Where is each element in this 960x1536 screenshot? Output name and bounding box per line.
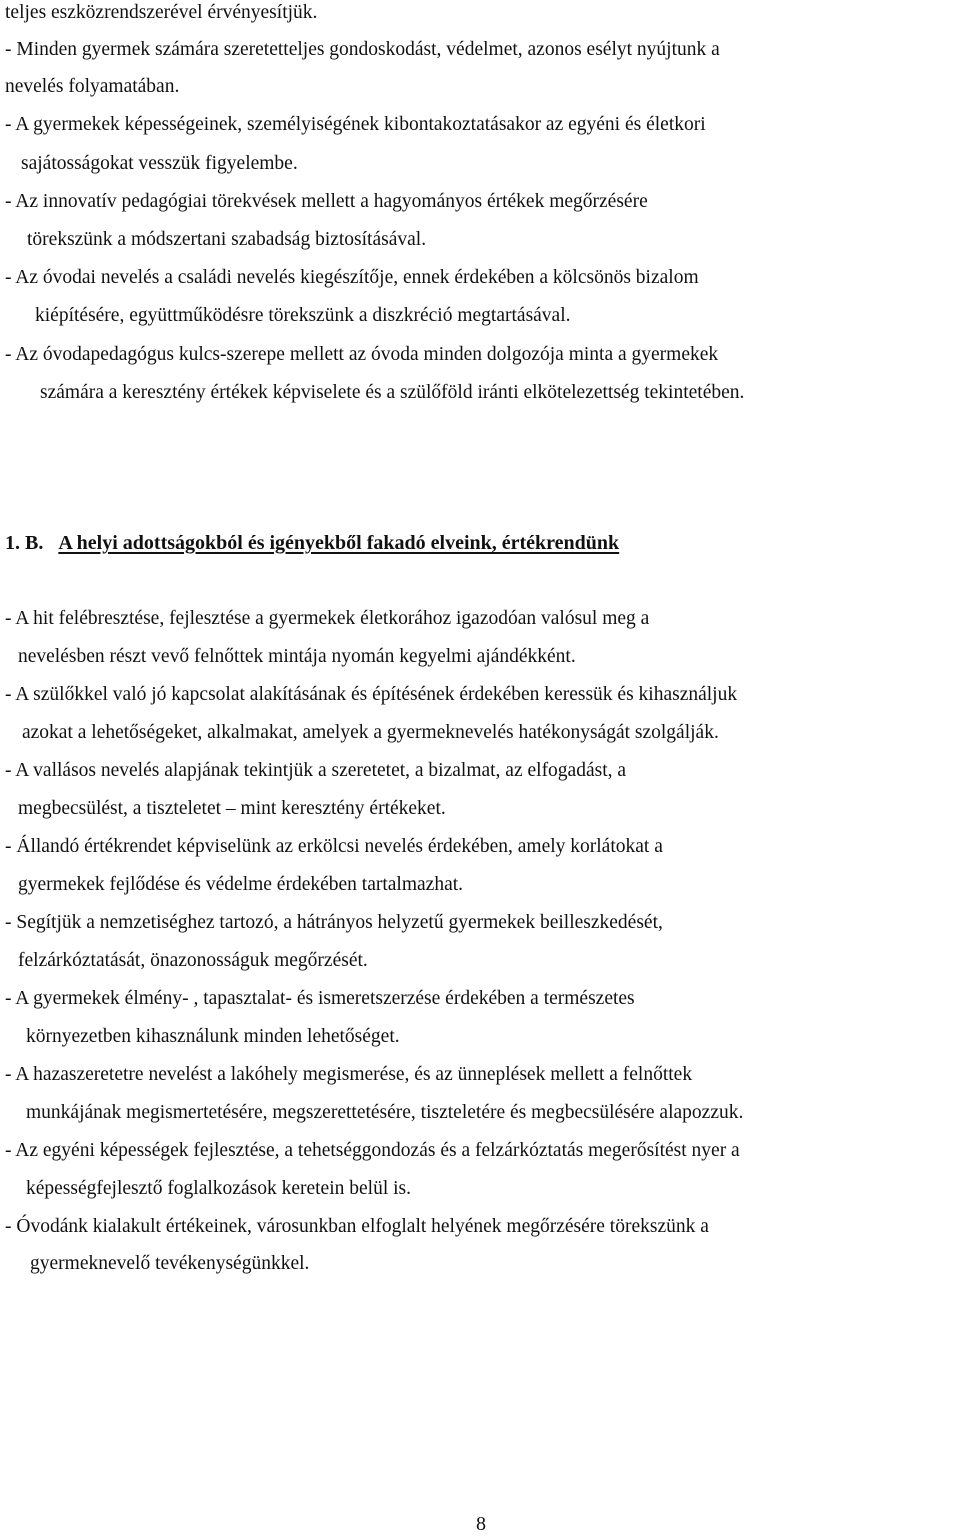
text-line: sajátosságokat vesszük figyelembe. <box>21 153 298 174</box>
text-line: - A szülőkkel való jó kapcsolat alakításának és építésének érdekében keressük és kihasználjuk <box>5 684 738 705</box>
text-line: törekszünk a módszertani szabadság biztosításával. <box>27 229 427 250</box>
section-title: A helyi adottságokból és igényekből fakadó elveink, értékrendünk <box>58 532 620 554</box>
text-line: - A gyermekek képességeinek, személyiségének kibontakoztatásakor az egyéni és életkori <box>5 114 706 135</box>
text-line: felzárkóztatását, önazonosságuk megőrzését. <box>18 950 368 971</box>
text-line: - A hazaszeretetre nevelést a lakóhely megismerése, és az ünneplések mellett a felnőttek <box>5 1064 693 1085</box>
text-line: - Az innovatív pedagógiai törekvések mellett a hagyományos értékek megőrzésére <box>5 191 648 212</box>
text-line: - Az egyéni képességek fejlesztése, a tehetséggondozás és a felzárkóztatás megerősítést nyer a <box>5 1140 740 1161</box>
text-line: - Állandó értékrendet képviselünk az erkölcsi nevelés érdekében, amely korlátokat a <box>5 836 663 857</box>
text-line: teljes eszközrendszerével érvényesítjük. <box>5 2 318 23</box>
text-line: - Minden gyermek számára szeretetteljes gondoskodást, védelmet, azonos esélyt nyújtunk a <box>5 39 720 60</box>
text-line: - Az óvodai nevelés a családi nevelés kiegészítője, ennek érdekében a kölcsönös bizalom <box>5 267 699 288</box>
text-line: kiépítésére, együttműködésre törekszünk a diszkréció megtartásával. <box>35 305 571 326</box>
text-line: munkájának megismertetésére, megszerettetésére, tiszteletére és megbecsülésére alapozzuk. <box>26 1102 744 1123</box>
text-line: nevelés folyamatában. <box>5 76 180 97</box>
text-line: - A hit felébresztése, fejlesztése a gyermekek életkorához igazodóan valósul meg a <box>5 608 650 629</box>
text-line: - Az óvodapedagógus kulcs-szerepe mellett az óvoda minden dolgozója minta a gyermekek <box>5 344 719 365</box>
section-heading <box>5 531 619 555</box>
text-line: - A gyermekek élmény- , tapasztalat- és ismeretszerzése érdekében a természetes <box>5 988 635 1009</box>
page-number: 8 <box>476 1513 486 1535</box>
text-line: számára a keresztény értékek képviselete és a szülőföld iránti elkötelezettség tekintetében. <box>40 382 745 403</box>
text-line: nevelésben részt vevő felnőttek mintája nyomán kegyelmi ajándékként. <box>18 646 576 667</box>
text-line: képességfejlesztő foglalkozások keretein belül is. <box>26 1178 411 1199</box>
text-line: - A vallásos nevelés alapjának tekintjük a szeretetet, a bizalmat, az elfogadást, a <box>5 760 627 781</box>
text-line: azokat a lehetőségeket, alkalmakat, amelyek a gyermeknevelés hatékonyságát szolgálják. <box>22 722 719 743</box>
text-line: gyermeknevelő tevékenységünkkel. <box>30 1253 310 1274</box>
section-number: 1. B. <box>5 532 44 554</box>
text-line: - Óvodánk kialakult értékeinek, városunkban elfoglalt helyének megőrzésére törekszünk a <box>5 1216 709 1237</box>
text-line: megbecsülést, a tiszteletet – mint keresztény értékeket. <box>18 798 446 819</box>
text-line: környezetben kihasználunk minden lehetőséget. <box>26 1026 400 1047</box>
text-line: - Segítjük a nemzetiséghez tartozó, a hátrányos helyzetű gyermekek beilleszkedését, <box>5 912 663 933</box>
text-line: gyermekek fejlődése és védelme érdekében tartalmazhat. <box>18 874 464 895</box>
